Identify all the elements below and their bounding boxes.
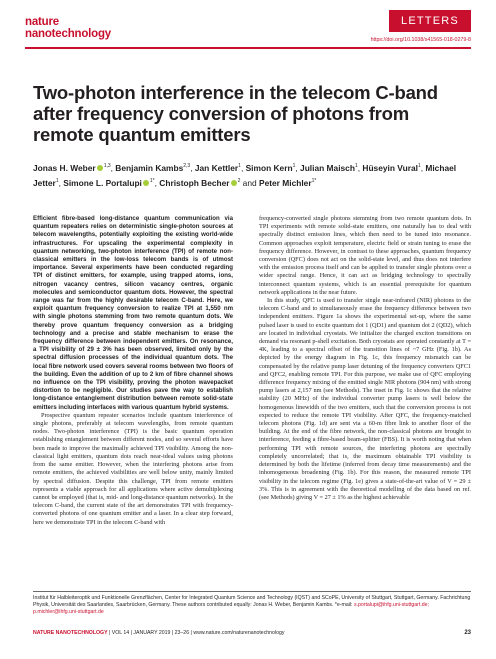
author-name: Christoph Becher [159,177,230,188]
author-name: Jan Kettler [194,162,239,173]
column-left [33,215,233,527]
author-name: Julian Maisch [300,162,355,173]
footer-journal: NATURE NANOTECHNOLOGY [33,630,108,636]
orcid-icon[interactable] [143,180,149,186]
author-affiliation: 1 [354,163,358,169]
author-list: Jonas H. Weber $^{1,3}$, Benjamin Kambs$^{2,3}$, Jan Kettler$^1$, Simon Kern$^1$, Julian Maisch$^1$, Hüseyin Vural$^1$, Michael Jetter$^1$, Simone L. Portalupi $^{1*}$, Christoph Becher $^2$ and Peter Michler$^{1*}$ [33,162,457,188]
author-affiliation: 1 [55,177,59,184]
header-rule [25,47,471,49]
logo-line-1: nature [25,16,59,28]
page-number: 23 [464,630,471,636]
author-name: Jonas H. Weber [33,162,96,173]
intro-paragraph: Prospective quantum repeater scenarios include quantum interference of single photons, preferably at telecom wavelengths, from remote quantum nodes. Two-photon interference (TPI) is the basic quantum operation establishing entanglement between different nodes, and so several efforts have been made to improve the maximally achieved TPI visibility. Among the non-classical light emitters, quantum dots reach near-ideal values using photons from the same emitter. However, when the interfering photons arise from remote emitters, the achieved visibilities are well below unity, mainly limited by spectral diffusion. Despite this challenge, TPI from remote emitters represents a viable approach for all applications where active demultiplexing cannot be employed (that is, mid- and long-distance quantum networks). In the telecom C-band, the current state of the art demonstrates TPI with frequency-converted photons of one quantum emitter and a laser. In a clear step forward, here we demonstrate TPI in the telecom C-band with [33,411,233,526]
footnotes [33,595,471,616]
doi-link[interactable]: https://doi.org/10.1038/s41565-018-0279-8 [370,37,471,43]
page-footer [33,630,471,636]
author[interactable] [259,178,316,188]
email-addresses[interactable]: s.portalupi@ihfg.uni-stuttgart.de; p.michler@ihfg.uni-stuttgart.de [33,602,430,615]
author[interactable] [159,178,240,188]
footer-issue: | VOL 14 | JANUARY 2019 | 23–26 | [109,630,192,636]
author-affiliation: 1 [238,163,241,169]
footer-url[interactable]: www.nature.com/naturenanotechnology [193,630,285,636]
author-affiliation: 1 [292,163,296,169]
author[interactable] [362,163,420,173]
author[interactable] [300,163,358,173]
author[interactable] [63,178,154,188]
author[interactable] [33,163,111,173]
author-name: Benjamin Kambs [115,162,184,173]
author-name: Simon Kern [245,162,293,173]
author-name: Hüseyin Vural [362,162,418,173]
column-right [259,215,471,502]
article-title: Two-photon interference in the telecom C-band after frequency conversion of photons from remote quantum emitters [33,82,438,145]
affiliations: Institut für Halbleiteroptik und Funktionelle Grenzflächen, Center for Integrated Quantum Science and Technology (IQST) and SCoPE, University of Stuttgart, Stuttgart, Germany. Fachrichtung Physik, Universität des Saarlandes, Saarbrücken, Germany. These authors contributed equally: Jonas H. Weber, Benjamin Kambs. [33,595,471,608]
abstract: Efficient fibre-based long-distance quantum communication via quantum repeaters relies on deterministic single-photon sources at telecom wavelengths, potentially exploiting the existing world-wide infrastructures. For upscaling the experimental complexity in quantum networking, two-photon interference (TPI) of remote non-classical emitters in the low-loss telecom bands is of utmost importance. Several experiments have been conducted regarding TPI of distinct emitters, for example, using trapped atoms, ions, nitrogen vacancy centres, silicon vacancy centres, organic molecules and semiconductor quantum dots. However, the spectral range was far from the highly desirable telecom C-band. Here, we exploit quantum frequency conversion to realize TPI at 1,550 nm with single photons stemming from two remote quantum dots. We thereby prove quantum frequency conversion as a bridging technology and a precise and stable mechanism to erase the frequency difference between independent emitters. On resonance, a TPI visibility of 29 ± 3% has been observed, limited only by the spectral diffusion processes of the individual quantum dots. The local fibre network used covers several rooms between two floors of the building. Even the addition of up to 2 km of fibre channel shows no influence on the TPI visibility, proving the photon wavepacket distortion to be negligible. Our studies pave the way to establish long-distance entanglement distribution between remote solid-state emitters including interfaces with various quantum hybrid systems. [33,215,233,411]
journal-logo [25,17,111,40]
body-paragraph-1: frequency-converted single photons stemming from two remote quantum dots. In TPI experiments with remote solid-state emitters, one naturally has to deal with spectrally distinct emission lines, which then need to be tuned into resonance. Common approaches exploit temperature, electric field or strain tuning to erase the frequency difference. However, in contrast to these approaches, quantum frequency conversion (QFC) does not act on the solid-state level, and thus does not interfere with the emission process itself and can be applied to transfer single photons over a wider spectral range. Hence, it can act as bridging technology to spectrally interconnect quantum systems, which is an essential prerequisite for quantum network applications in the near future. [259,215,471,296]
author[interactable] [246,163,296,173]
orcid-icon[interactable] [97,165,103,171]
author-affiliation: 2,3 [183,163,191,169]
orcid-icon[interactable] [231,180,237,186]
body-paragraph-2: In this study, QFC is used to transfer single near-infrared (NIR) photons to the telecom C-band and to simultaneously erase the frequency difference between two independent emitters. Figure 1a shows the experimental set-up, where the same pulsed laser is used to excite quantum dot 1 (QD1) and quantum dot 2 (QD2), which are located in individual cryostats. We initialize the charged exciton transitions on demand via resonant p-shell excitation. Both cryostats are operated constantly at T = 4K, leading to a spectral offset of the transition lines of ~7 GHz (Fig. 1b). As depicted by the energy diagram in Fig. 1c, this frequency mismatch can be compensated by the relative pump laser detuning of the frequency converters QFC1 and QFC2, enabling remote TPI. For this purpose, we make use of QFC employing difference frequency mixing of the emitted single NIR photons (904 nm) with strong pump lasers at 2,157 nm (see Methods). The inset in Fig. 1c shows that the relative stability (20 MHz) of the individual converter pump lasers is well below the homogeneous linewidth of the two emitters, such that the conversion process is not expected to reduce the remote TPI visibility. After QFC, the frequency-matched telecom photons (Fig. 1d) are sent via a 60-m fibre link to another floor of the building. At the end of the fibre network, the non-classical photons are brought to interference, feeding a fibre-based beam-splitter (FBS). It is worth noting that when performing TPI with remote sources, the interfering photons are spectrally completely uncorrelated; that is, the maximum obtainable TPI visibility is determined by both the lifetime (inferred from decay time measurements) and the inhomogeneous broadening (Fig. 1b). For this reason, the measured remote TPI visibility in the telecom regime (Fig. 1e) gives a state-of-the-art value of V = 29 ± 3%. This is in agreement with the theoretical modelling of the data based on ref. (see Methods) giving V = 27 ± 1% as the highest achievable [259,297,471,501]
author-name: Simone L. Portalupi [63,177,142,188]
footnote-rule [33,591,471,592]
author-affiliation: 1* [149,177,155,184]
author-affiliation: 1* [311,177,317,184]
author-name: Michael Jetter [33,162,457,188]
logo-line-2: nanotechnology [25,27,112,40]
author-affiliation: 1,3 [103,163,111,169]
email-label: *e-mail: [334,602,353,608]
author[interactable] [195,163,241,173]
author-affiliation: 1 [417,163,421,169]
author-affiliation: 2 [237,177,241,184]
author-name: Peter Michler [258,177,312,188]
author[interactable] [115,163,190,173]
section-badge: LETTERS [389,10,471,32]
